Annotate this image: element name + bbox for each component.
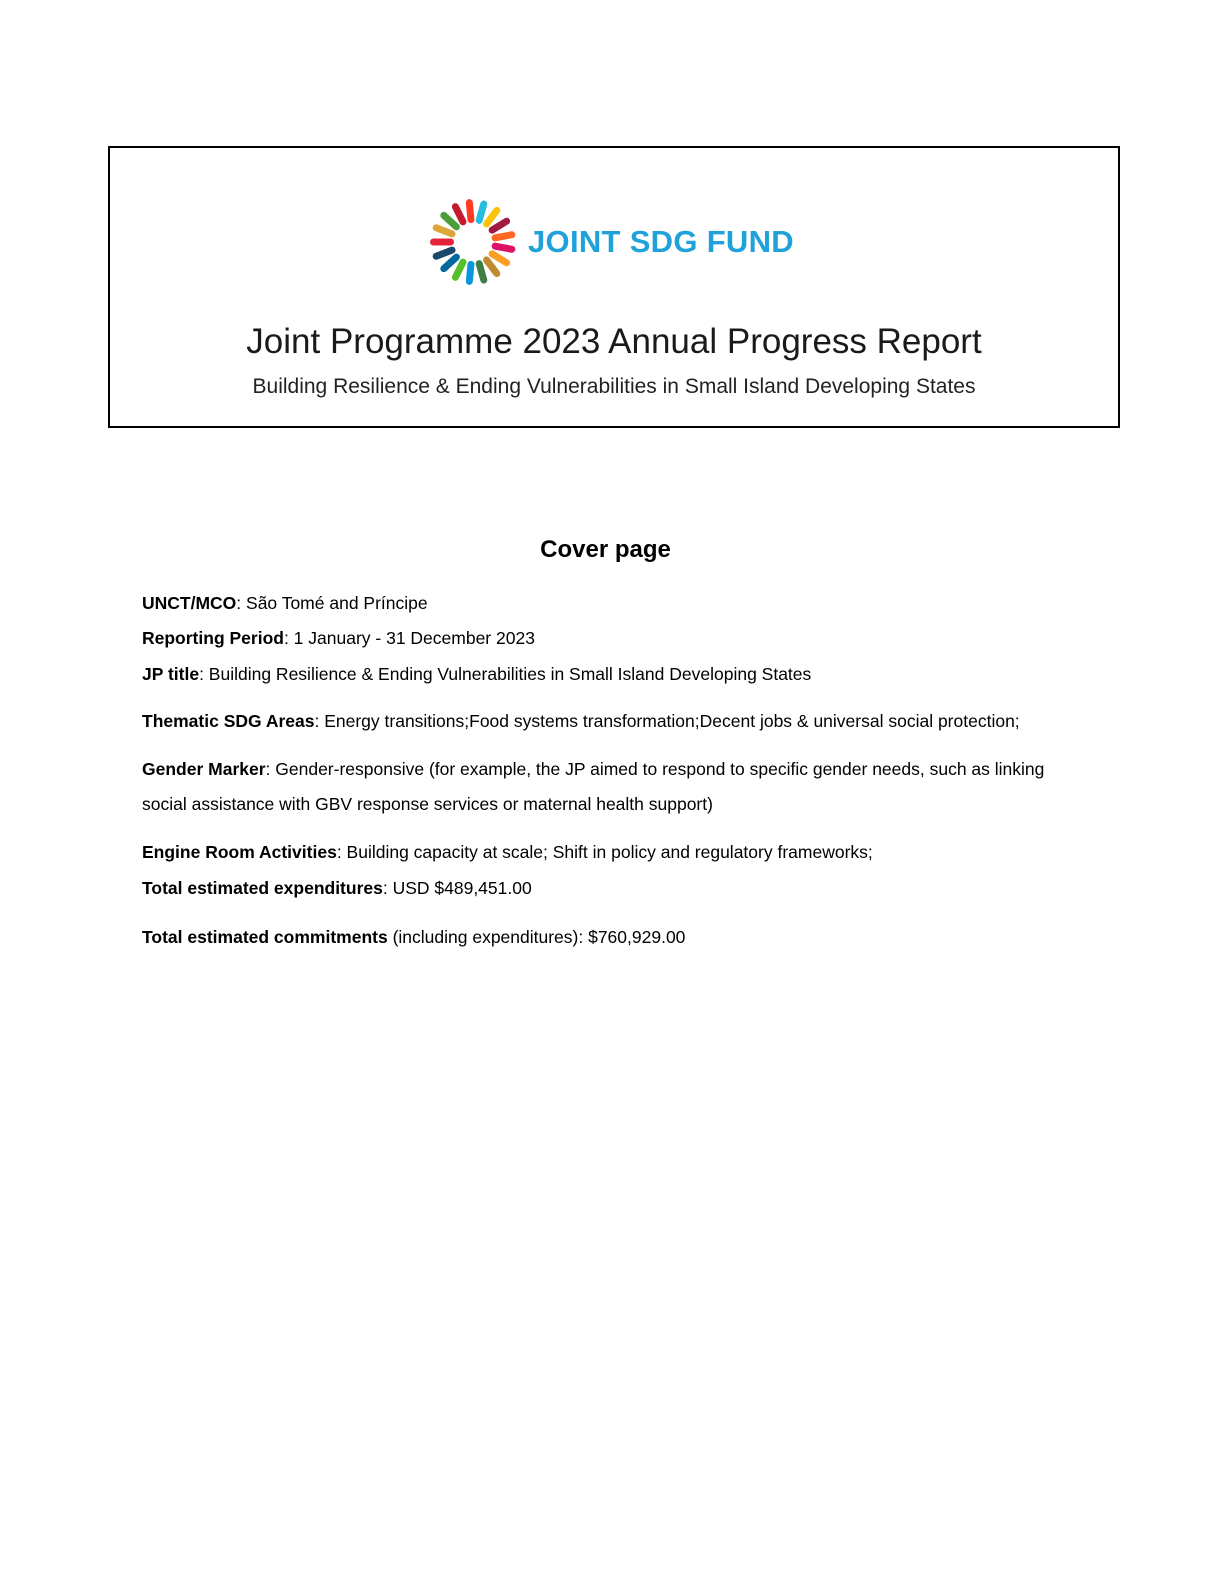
- field-total-commitments: [142, 920, 1082, 955]
- field-gender-marker: [142, 752, 1082, 822]
- field-value: (including expenditures): $760,929.00: [387, 927, 686, 947]
- logo-text: JOINT SDG FUND: [528, 224, 794, 259]
- field-label: Total estimated expenditures: [142, 878, 383, 898]
- field-label: Total estimated commitments: [142, 927, 388, 947]
- cover-page-heading: Cover page: [540, 536, 671, 563]
- field-value: : Gender-responsive (for example, the JP aimed to respond to specific gender needs, such as linking social assistance with GBV response services or maternal health support): [142, 759, 1045, 814]
- joint-sdg-fund-logo: [430, 192, 794, 292]
- field-label: Thematic SDG Areas: [142, 711, 315, 731]
- field-label: JP title: [142, 664, 200, 684]
- report-title: Joint Programme 2023 Annual Progress Report: [246, 322, 982, 361]
- field-value: : Building Resilience & Ending Vulnerabilities in Small Island Developing States: [199, 664, 812, 684]
- field-thematic-sdg-areas: [142, 704, 1082, 739]
- field-engine-room-activities: [142, 835, 1082, 870]
- report-subtitle: Building Resilience & Ending Vulnerabilities in Small Island Developing States: [252, 375, 976, 398]
- field-value: : São Tomé and Príncipe: [236, 593, 428, 613]
- field-label: Gender Marker: [142, 759, 266, 779]
- field-value: : 1 January - 31 December 2023: [283, 628, 535, 648]
- sdg-wheel-petal: [466, 199, 475, 224]
- sdg-wheel-petal: [430, 239, 454, 246]
- sdg-wheel-petal: [466, 261, 475, 286]
- field-label: UNCT/MCO: [142, 593, 237, 613]
- field-label: Engine Room Activities: [142, 842, 337, 862]
- field-jp-title: [142, 657, 1082, 692]
- field-unct-mco: [142, 586, 1082, 621]
- field-total-expenditures: [142, 871, 1082, 906]
- sdg-color-wheel-icon: [430, 192, 520, 292]
- field-value: : Building capacity at scale; Shift in policy and regulatory frameworks;: [336, 842, 873, 862]
- field-value: : Energy transitions;Food systems transformation;Decent jobs & universal social protection;: [314, 711, 1020, 731]
- field-label: Reporting Period: [142, 628, 284, 648]
- field-reporting-period: [142, 621, 1082, 656]
- field-value: : USD $489,451.00: [382, 878, 532, 898]
- header-box: [108, 146, 1120, 428]
